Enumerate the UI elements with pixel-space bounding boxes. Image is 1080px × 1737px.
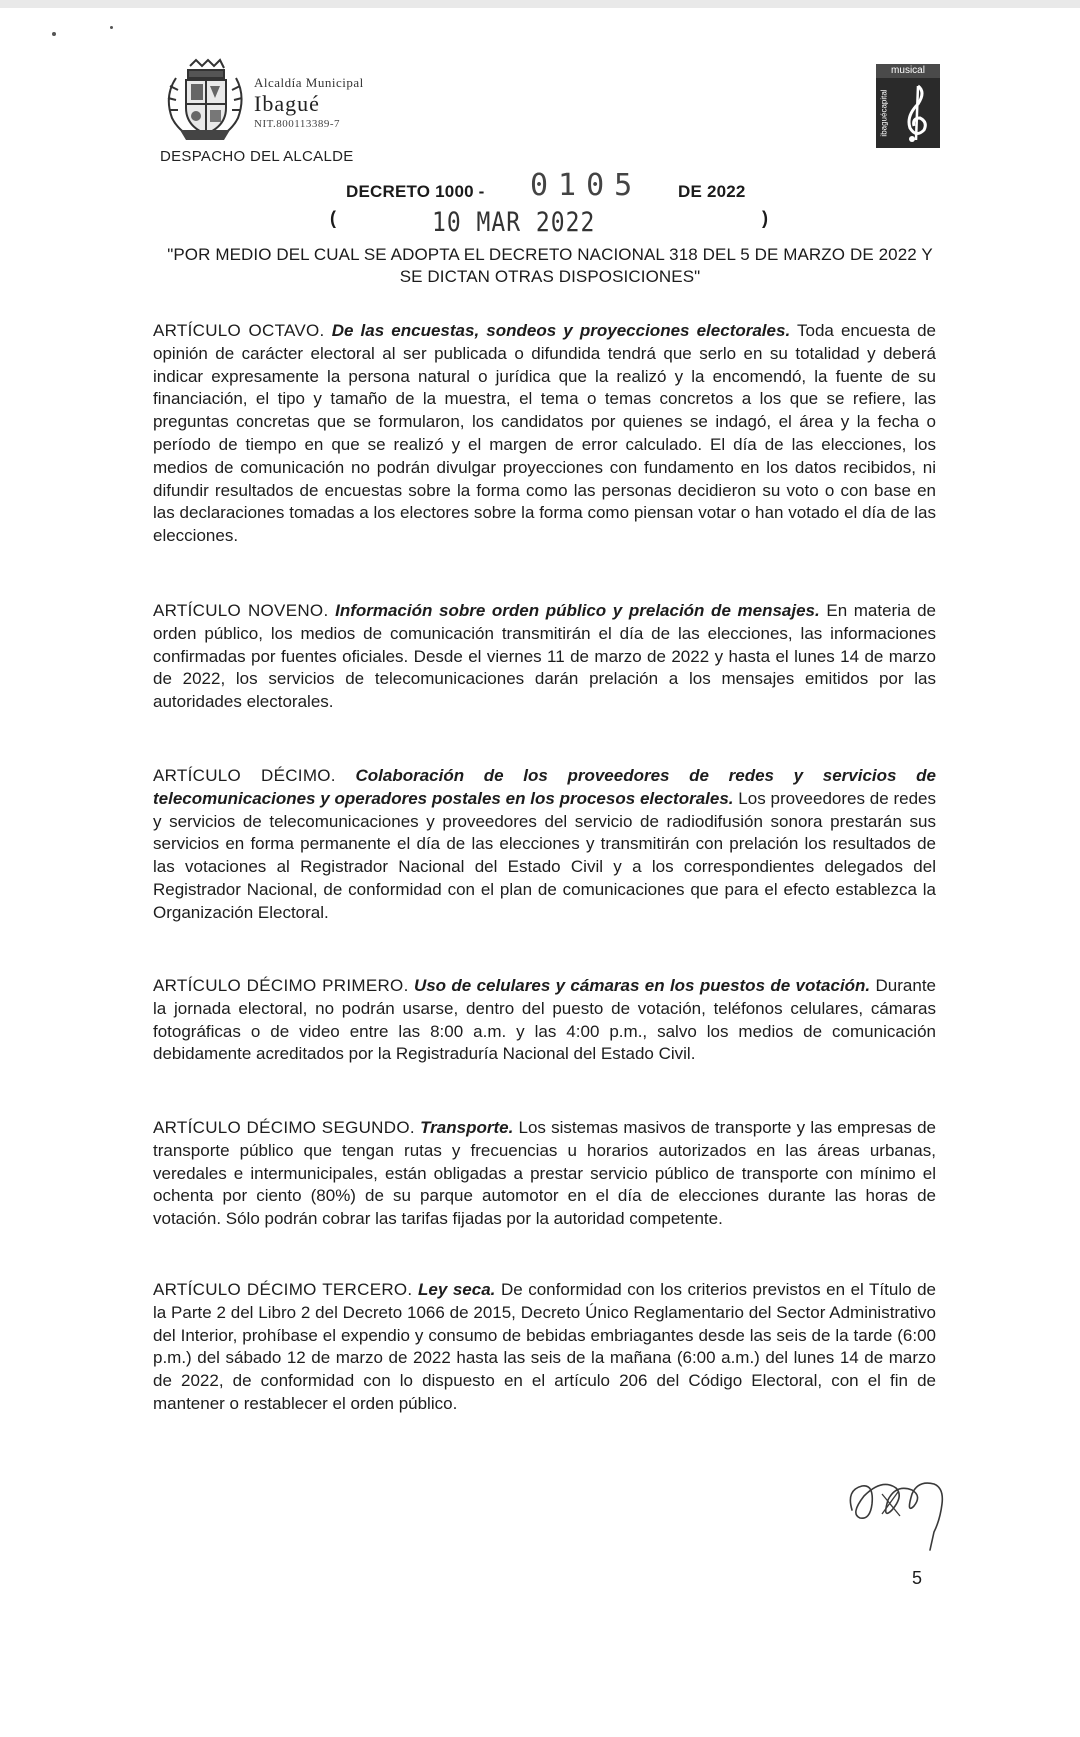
article-title: Transporte.: [420, 1118, 514, 1137]
office-name: DESPACHO DEL ALCALDE: [160, 148, 354, 165]
article-body: Toda encuesta de opinión de carácter electoral al ser publicada o difundida tendrá que serlo en su totalidad y deberá indicar expresamente la persona natural o jurídica que la realizó y la encomendó, la fuente de su financiación, el tipo y tamaño de la muestra, el tema o temas concretos a los que se refiere, las preguntas concretas que se formularon, los candidatos por quienes se indagó, el área y la fecha o período de tiempo en que se realizó y el margen de error calculado. El día de las elecciones, los medios de comunicación no podrán divulgar proyecciones con fundamento en los datos recibidos, ni difundir resultados de encuestas sobre la forma como las personas decidieron su voto o con base en las declaraciones tomadas a los electores sobre la forma como piensan votar o han votado el día de las elecciones.: [153, 321, 936, 546]
paren-close: ): [762, 208, 768, 228]
article-8: [153, 320, 936, 548]
article-heading: ARTÍCULO DÉCIMO.: [153, 766, 336, 785]
logo-label: musical: [876, 64, 940, 78]
article-13: [153, 1279, 936, 1416]
page-number: 5: [912, 1568, 923, 1588]
logo-side-text-wrap: [878, 82, 890, 144]
article-title: Uso de celulares y cámaras en los puestos de votación.: [413, 976, 871, 995]
article-title: De las encuestas, sondeos y proyecciones electorales.: [331, 321, 791, 340]
article-title: Colaboración de los proveedores de redes y servicios de telecomunicaciones y operadores postales en los procesos electorales.: [153, 766, 936, 808]
musical-capital-logo: [876, 64, 940, 148]
article-12: [153, 1117, 936, 1231]
scan-top-edge: [0, 0, 1080, 8]
article-heading: ARTÍCULO DÉCIMO SEGUNDO.: [153, 1118, 415, 1137]
article-heading: ARTÍCULO DÉCIMO PRIMERO.: [153, 976, 409, 995]
coat-of-arms-icon: [162, 56, 248, 142]
decree-stamp-number: 0105: [530, 168, 643, 203]
decree-label: DECRETO 1000 -: [346, 182, 485, 201]
institution-name: Alcaldía Municipal: [254, 75, 364, 90]
article-body: Los sistemas masivos de transporte y las empresas de transporte público que tengan rutas y frecuencias u horarios autorizados en las áreas urbanas, veredales e intermunicipales, están obligadas a prestar servicio público de transporte con mínimo el ochenta por ciento (80%) de su parque automotor en el día de elecciones durante las horas de votación. Sólo podrán cobrar las tarifas fijadas por la autoridad competente.: [153, 1118, 936, 1229]
article-heading: ARTÍCULO OCTAVO.: [153, 321, 325, 340]
scan-speck: [52, 32, 56, 36]
article-heading: ARTÍCULO DÉCIMO TERCERO.: [153, 1280, 413, 1299]
article-heading: ARTÍCULO NOVENO.: [153, 601, 329, 620]
decree-stamp-date: 10 MAR 2022: [432, 208, 596, 238]
decree-year: DE 2022: [678, 182, 746, 201]
scan-speck: [110, 26, 113, 29]
nit-number: NIT.800113389-7: [254, 118, 341, 130]
article-10: [153, 765, 936, 925]
article-9: [153, 600, 936, 714]
institution-block: [254, 76, 364, 130]
paren-open: (: [330, 208, 336, 228]
article-body: Durante la jornada electoral, no podrán usarse, dentro del puesto de votación, teléfonos celulares, cámaras fotográficas o de video entre las 8:00 a.m. y las 4:00 p.m., salvo los medios de comunicación debidamente acreditados por la Registraduría Nacional del Estado Civil.: [153, 976, 936, 1064]
article-title: Ley seca.: [418, 1280, 496, 1299]
logo-side-text: ibaguécapital: [879, 89, 889, 137]
city-name: Ibagué: [254, 91, 320, 116]
treble-clef-icon: [894, 82, 938, 144]
article-body: Los proveedores de redes y servicios de telecomunicaciones y proveedores del servicio de radiodifusión sonora prestarán sus servicios en forma permanente el día de las elecciones y transmitirán con prelación los resultados de las votaciones al Registrador Nacional del Estado Civil y a los correspondientes delegados del Registrador Nacional, de conformidad con el plan de comunicaciones que para el efecto establezca la Organización Electoral.: [153, 788, 936, 922]
decree-subject: "POR MEDIO DEL CUAL SE ADOPTA EL DECRETO NACIONAL 318 DEL 5 DE MARZO DE 2022 Y SE DICTAN OTRAS DISPOSICIONES": [167, 245, 933, 286]
handwritten-signature: [842, 1470, 952, 1552]
article-11: [153, 975, 936, 1066]
article-title: Información sobre orden público y prelación de mensajes.: [335, 601, 820, 620]
article-body: En materia de orden público, los medios de comunicación transmitirán el día de las elecciones, las informaciones confirmadas por fuentes oficiales. Desde el viernes 11 de marzo de 2022 y hasta el lunes 14 de marzo de 2022, los servicios de telecomunicaciones darán prelación a los mensajes emitidos por las autoridades electorales.: [153, 601, 936, 712]
article-body: De conformidad con los criterios previstos en el Título de la Parte 2 del Libro 2 del Decreto 1066 de 2015, Decreto Único Reglamentario del Sector Administrativo del Interior, prohíbase el expendio y consumo de bebidas embriagantes desde las seis de la tarde (6:00 p.m.) del sábado 12 de marzo de 2022 hasta las seis de la mañana (6:00 a.m.) del lunes 14 de marzo de 2022, de conformidad con lo dispuesto en el artículo 206 del Código Electoral, con el fin de mantener o restablecer el orden público.: [153, 1280, 936, 1413]
